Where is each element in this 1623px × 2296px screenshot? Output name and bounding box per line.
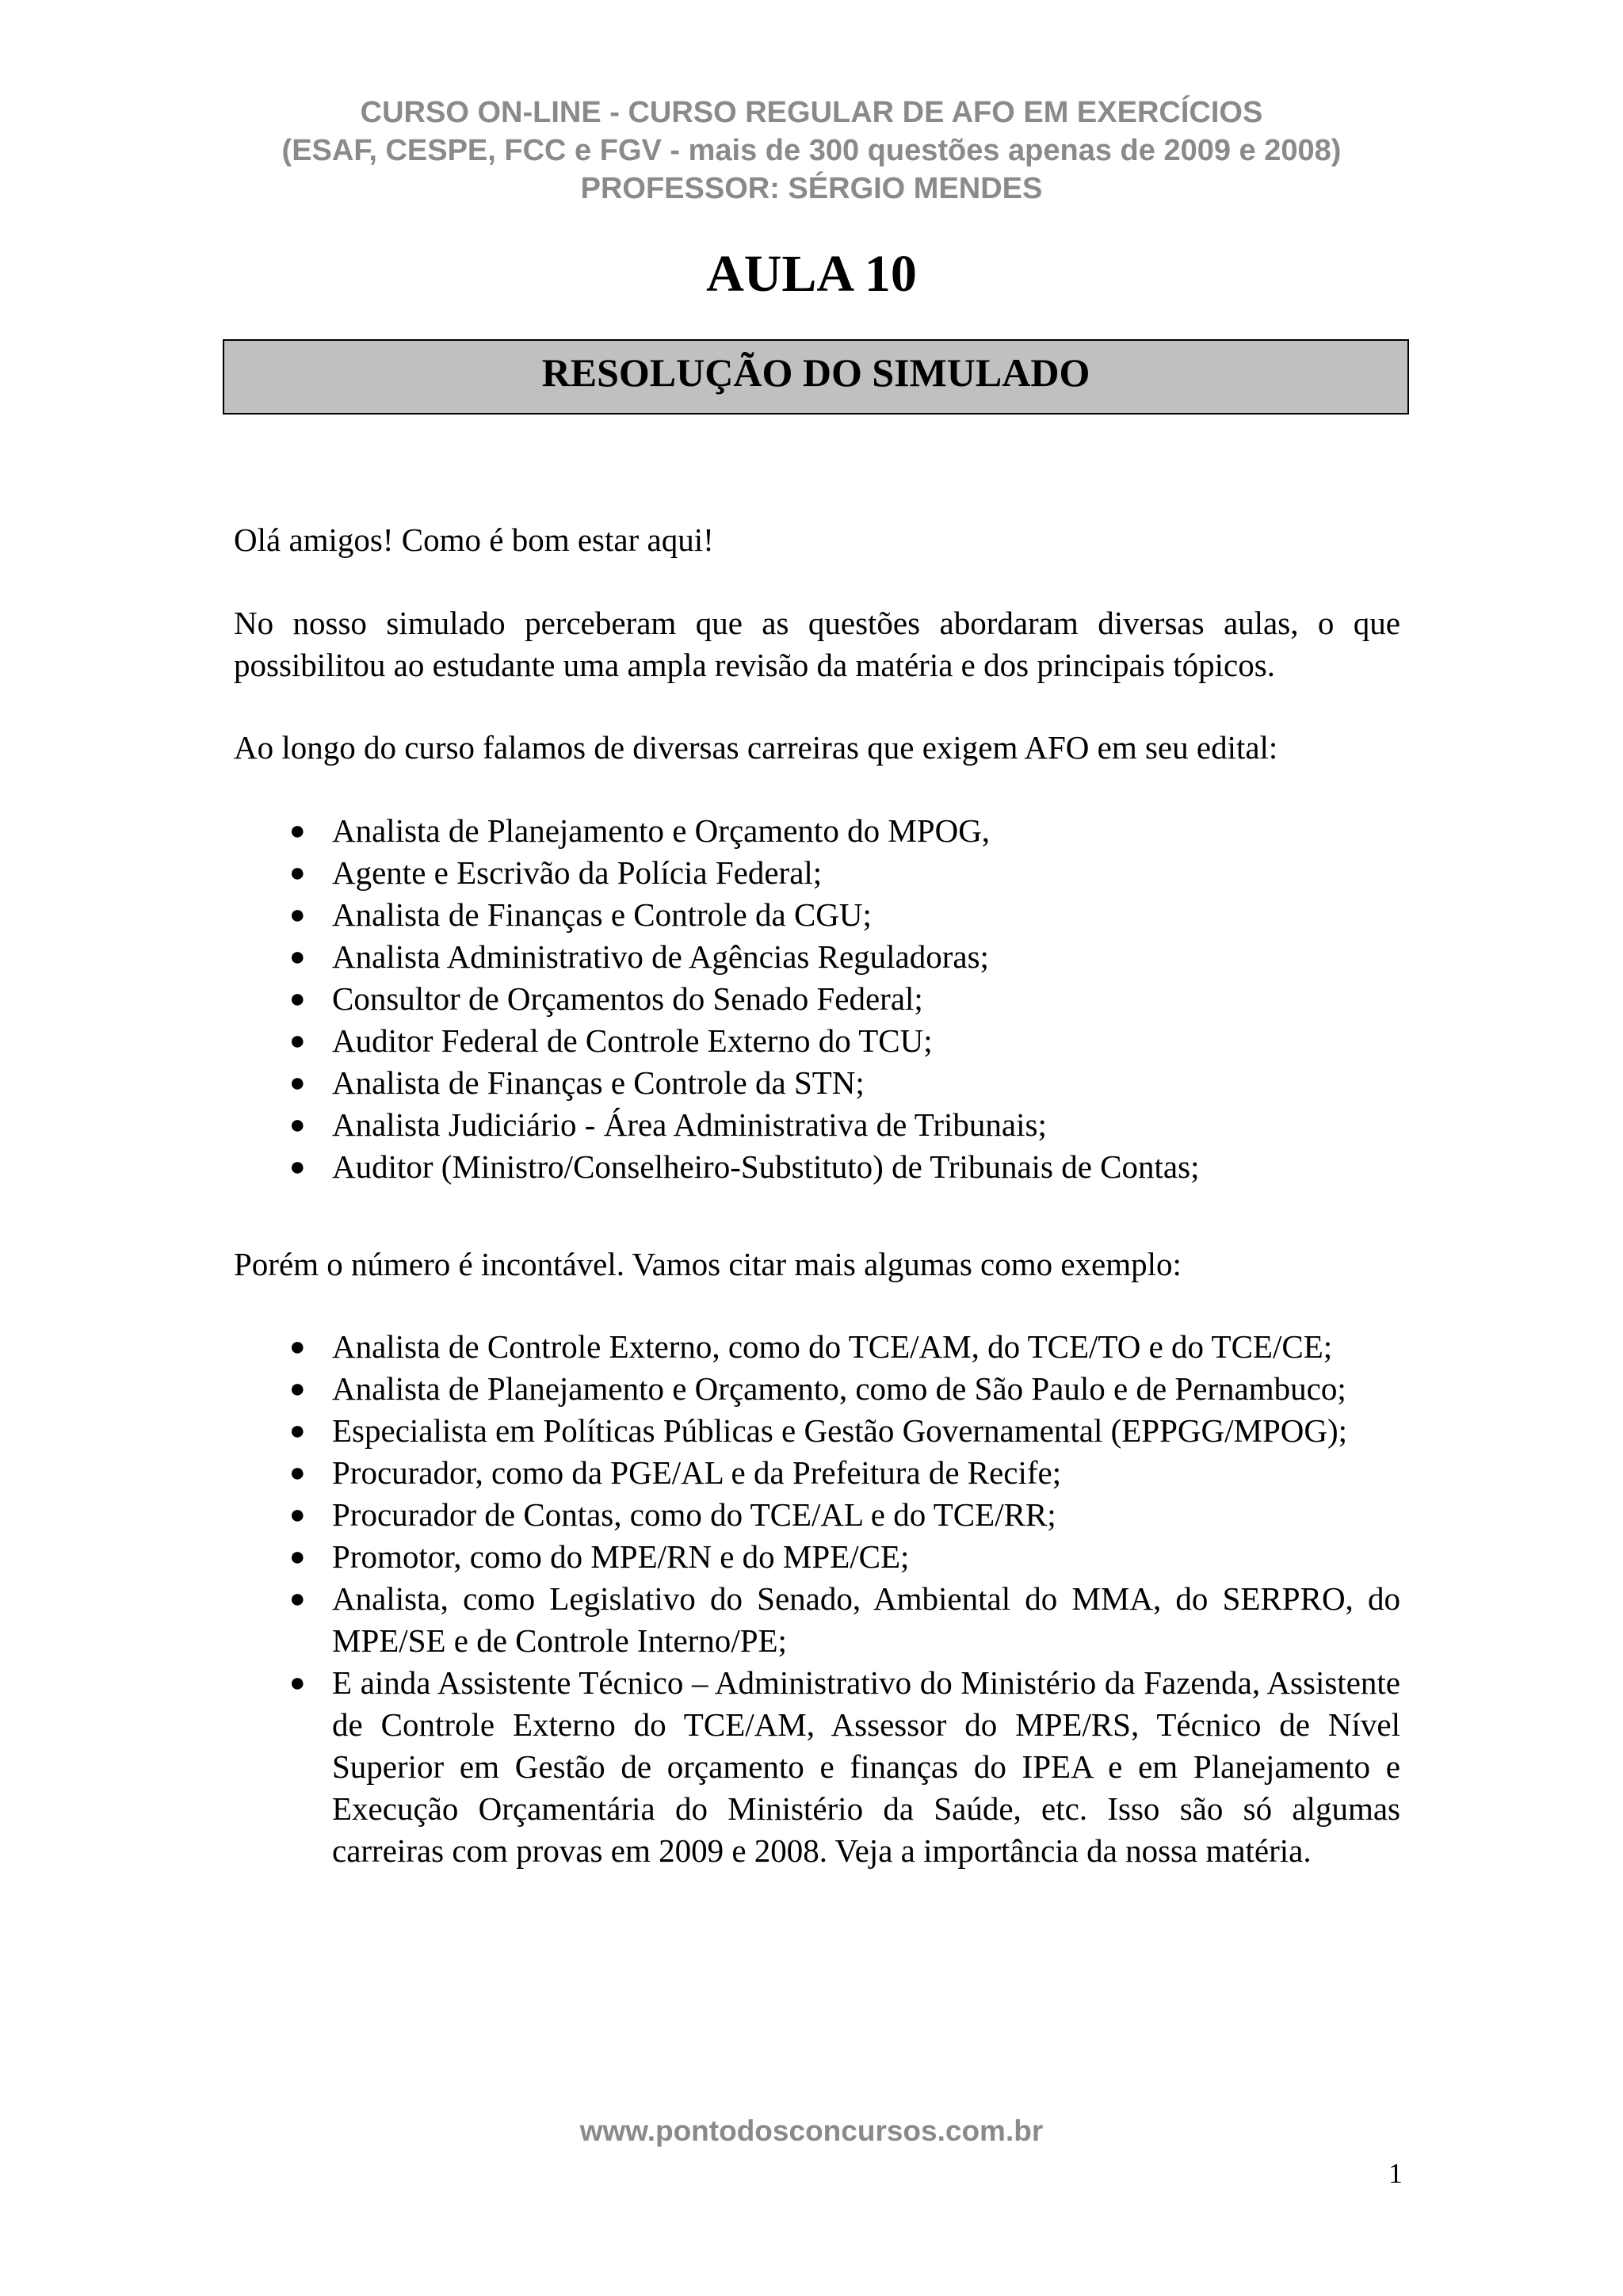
- page-number: 1: [1388, 2157, 1403, 2189]
- header-professor-line: PROFESSOR: SÉRGIO MENDES: [580, 172, 1043, 205]
- list-item: ● Analista Administrativo de Agências Reguladoras;: [234, 936, 1400, 978]
- list-item: ● Analista Judiciário - Área Administrativa de Tribunais;: [234, 1104, 1400, 1146]
- bullet-icon: ●: [289, 858, 306, 888]
- list-item: ● Analista de Finanças e Controle da CGU;: [234, 894, 1400, 936]
- header-exams-line: (ESAF, CESPE, FCC e FGV - mais de 300 questões apenas de 2009 e 2008): [281, 134, 1342, 167]
- list-item: ● Analista de Planejamento e Orçamento, como de São Paulo e de Pernambuco;: [234, 1368, 1400, 1410]
- greeting-paragraph: Olá amigos! Como é bom estar aqui!: [234, 521, 714, 558]
- list-item: ● Auditor (Ministro/Conselheiro-Substituto) de Tribunais de Contas;: [234, 1146, 1400, 1188]
- bullet-icon: ●: [289, 1068, 306, 1098]
- bullet-icon: ●: [289, 1110, 306, 1140]
- bullet-icon: ●: [289, 1500, 306, 1530]
- page-header: [0, 94, 1623, 208]
- bullet-icon: ●: [289, 942, 306, 972]
- bullet-icon: ●: [289, 1374, 306, 1404]
- bullet-icon: ●: [289, 1668, 306, 1698]
- careers-intro-paragraph: Ao longo do curso falamos de diversas carreiras que exigem AFO em seu edital:: [234, 729, 1278, 766]
- bullet-icon: ●: [289, 984, 306, 1014]
- list-item: ● Analista de Finanças e Controle da STN;: [234, 1062, 1400, 1104]
- bullet-icon: ●: [289, 1542, 306, 1572]
- header-course-line: CURSO ON-LINE - CURSO REGULAR DE AFO EM EXERCÍCIOS: [360, 96, 1263, 129]
- section-title-box: [223, 339, 1409, 415]
- bullet-icon: ●: [289, 1584, 306, 1614]
- list-item: ● Analista de Planejamento e Orçamento do MPOG,: [234, 810, 1400, 852]
- list-item: ● Procurador de Contas, como do TCE/AL e do TCE/RR;: [234, 1494, 1400, 1536]
- list-item: ● E ainda Assistente Técnico – Administrativo do Ministério da Fazenda, Assistente de Controle Externo do TCE/AM, Assessor do MPE/RS, Técnico de Nível Superior em Gestão de orçamento e finanças do IPEA e em Planejamento e Execução Orçamentária do Ministério da Saúde, etc. Isso são só algumas carreiras com provas em 2009 e 2008. Veja a importância da nossa matéria.: [234, 1662, 1400, 1872]
- lesson-title: AULA 10: [706, 245, 917, 303]
- intro-paragraph: No nosso simulado perceberam que as questões abordaram diversas aulas, o que possibilitou ao estudante uma ampla revisão da matéria e dos principais tópicos.: [234, 605, 1400, 683]
- list-item: ● Consultor de Orçamentos do Senado Federal;: [234, 978, 1400, 1020]
- bullet-icon: ●: [289, 1332, 306, 1362]
- bullet-icon: ●: [289, 816, 306, 846]
- more-careers-intro-paragraph: Porém o número é incontável. Vamos citar mais algumas como exemplo:: [234, 1246, 1182, 1282]
- bullet-icon: ●: [289, 1026, 306, 1056]
- list-item: ● Promotor, como do MPE/RN e do MPE/CE;: [234, 1536, 1400, 1578]
- section-title: RESOLUÇÃO DO SIMULADO: [541, 350, 1090, 395]
- list-item: ● Analista, como Legislativo do Senado, Ambiental do MMA, do SERPRO, do MPE/SE e de Controle Interno/PE;: [234, 1578, 1400, 1662]
- list-item: ● Agente e Escrivão da Polícia Federal;: [234, 852, 1400, 894]
- list-item: ● Especialista em Políticas Públicas e Gestão Governamental (EPPGG/MPOG);: [234, 1410, 1400, 1452]
- list-item: ● Procurador, como da PGE/AL e da Prefeitura de Recife;: [234, 1452, 1400, 1494]
- bullet-icon: ●: [289, 1458, 306, 1488]
- bullet-icon: ●: [289, 900, 306, 930]
- more-careers-list: [234, 1326, 1400, 1872]
- bullet-icon: ●: [289, 1152, 306, 1182]
- careers-list: [234, 810, 1400, 1188]
- footer-website-url: www.pontodosconcursos.com.br: [579, 2115, 1044, 2147]
- list-item: ● Auditor Federal de Controle Externo do TCU;: [234, 1020, 1400, 1062]
- bullet-icon: ●: [289, 1416, 306, 1446]
- list-item: ● Analista de Controle Externo, como do TCE/AM, do TCE/TO e do TCE/CE;: [234, 1326, 1400, 1368]
